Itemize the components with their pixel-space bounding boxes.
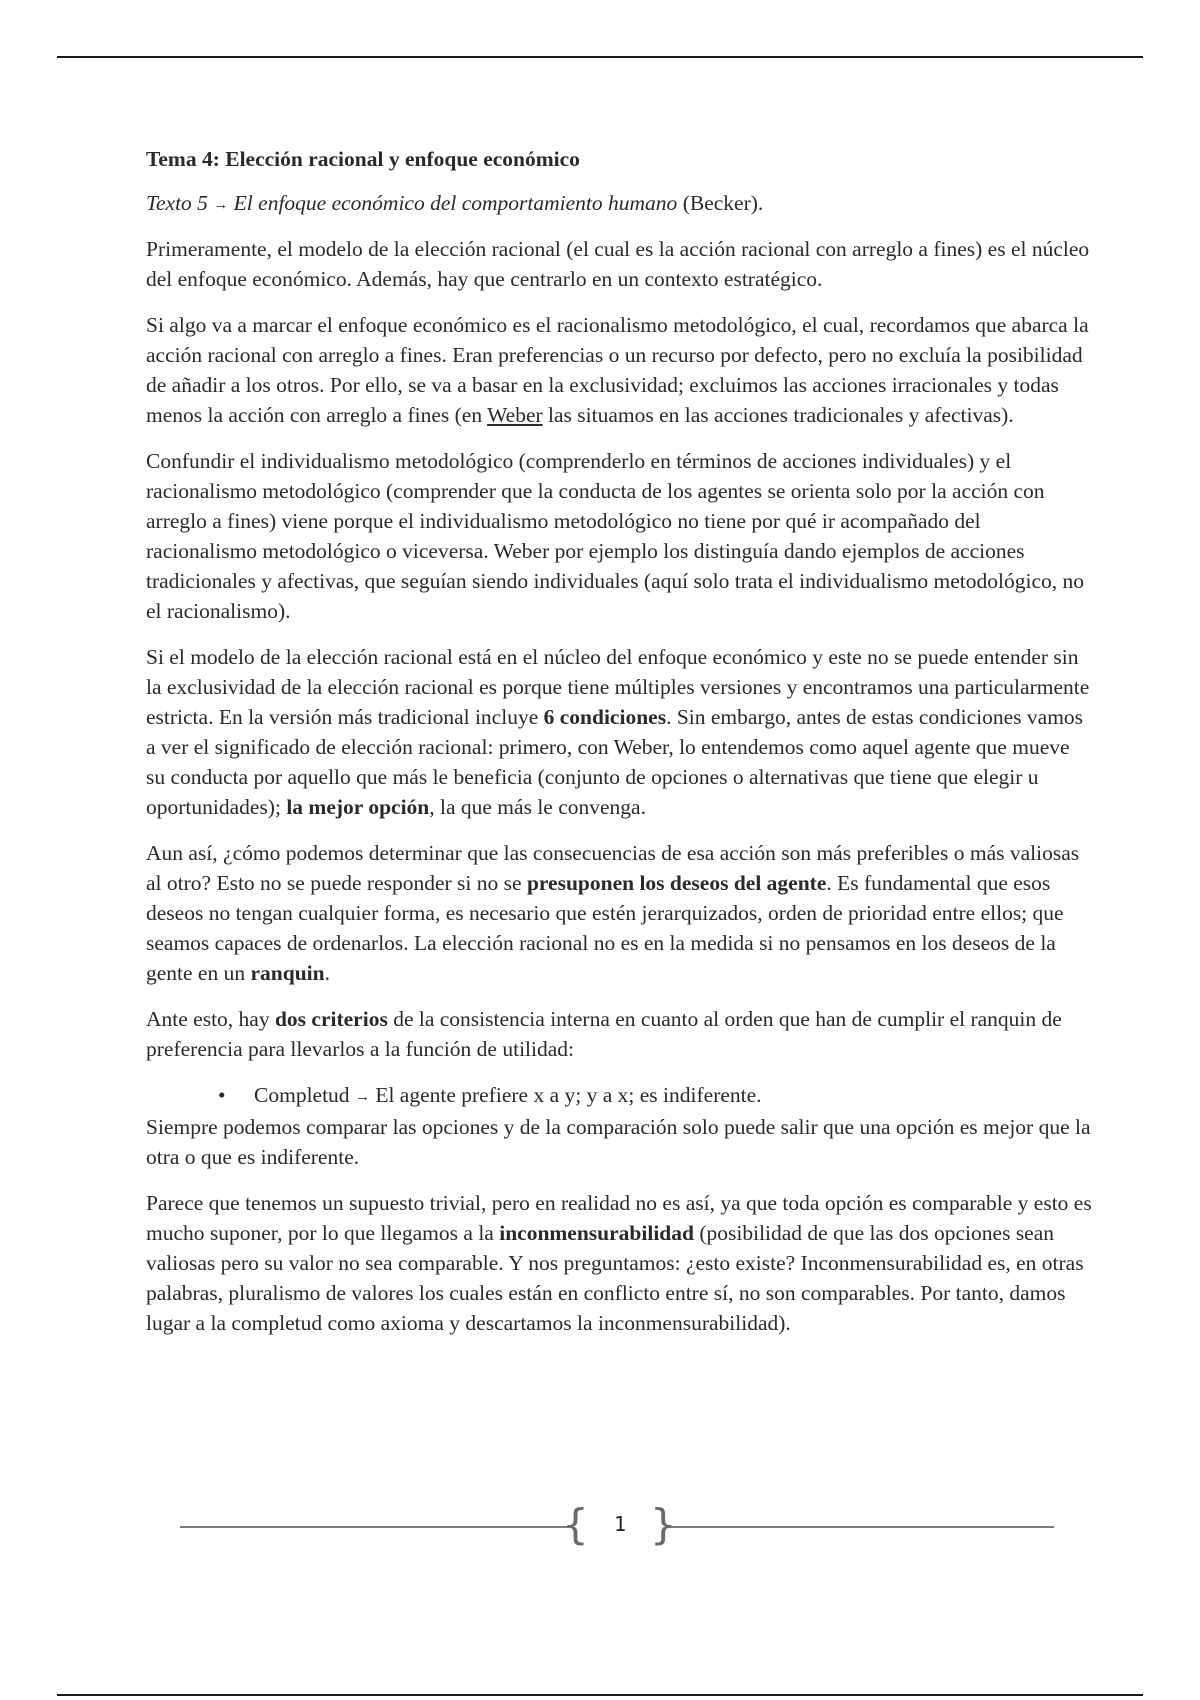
top-rule bbox=[57, 56, 1143, 58]
subtitle-prefix: Texto 5 bbox=[146, 191, 208, 215]
right-brace-icon: } bbox=[650, 1500, 677, 1549]
paragraph-2-text-a: Si algo va a marcar el enfoque económico es el racionalismo metodológico, el cual, recordamos que abarca la acción racional con arreglo a fines. Eran preferencias o un recurso por defecto, pero no excluía la posibilidad de añadir a los otros. Por ello, se va a basar en la exclusividad; excluimos las acciones irracionales y todas menos la acción con arreglo a fines (en bbox=[146, 313, 1089, 428]
document-subtitle bbox=[146, 188, 1092, 220]
paragraph-7: Siempre podemos comparar las opciones y de la comparación solo puede salir que una opción es mejor que la otra o que es indiferente. bbox=[146, 1115, 1091, 1170]
paragraph-5-bold-b: ranquin bbox=[250, 961, 325, 986]
paragraph-5-text-c: . bbox=[324, 961, 330, 986]
paragraph-8-text-a: Parece que tenemos un supuesto trivial, pero en realidad no es así, ya que toda opción es comparable y esto es mucho suponer, por lo que llegamos a la bbox=[146, 1191, 1092, 1246]
paragraph-4-text-b: . Sin embargo, antes de estas condiciones vamos a ver el significado de elección racional: primero, con Weber, lo entendemos como aquel agente que mueve su conducta por aquello que más le beneficia (conjunto de opciones o alternativas que tiene que elegir u oportunidades); bbox=[146, 705, 1084, 820]
weber-link[interactable]: Weber bbox=[487, 403, 543, 428]
paragraph-6-bold: dos criterios bbox=[274, 1007, 388, 1032]
bullet-text: El agente prefiere x a y; y a x; es indiferente. bbox=[375, 1083, 762, 1108]
paragraph-6-text-a: Ante esto, hay bbox=[146, 1007, 275, 1032]
subtitle-author: (Becker). bbox=[682, 191, 764, 215]
footer-line-right bbox=[670, 1526, 1054, 1528]
paragraph-4-bold-b: la mejor opción bbox=[286, 795, 430, 820]
paragraph-2-text-b: las situamos en las acciones tradicionales y afectivas). bbox=[542, 403, 1014, 428]
right-arrow-icon: → bbox=[354, 1089, 370, 1106]
paragraph-4-text-a: Si el modelo de la elección racional está en el núcleo del enfoque económico y este no se puede entender sin la exclusividad de la elección racional es porque tiene múltiples versiones y encontramos una particularmente estricta. En la versión más tradicional incluye bbox=[146, 645, 1090, 730]
document-title: Tema 4: Elección racional y enfoque económico bbox=[146, 147, 580, 171]
right-arrow-icon: → bbox=[213, 197, 229, 214]
paragraph-2 bbox=[146, 310, 1092, 430]
paragraph-6-text-b: de la consistencia interna en cuanto al orden que han de cumplir el ranquin de preferencia para llevarlos a la función de utilidad: bbox=[146, 1007, 1062, 1062]
left-brace-icon: { bbox=[562, 1500, 589, 1549]
paragraph-8-bold: inconmensurabilidad bbox=[499, 1221, 694, 1246]
list-item bbox=[146, 1080, 1092, 1112]
page-number: 1 bbox=[613, 1512, 627, 1536]
footer-line-left bbox=[180, 1526, 568, 1528]
bullet-icon: • bbox=[218, 1083, 226, 1108]
page-footer bbox=[180, 1502, 1054, 1552]
paragraph-1: Primeramente, el modelo de la elección racional (el cual es la acción racional con arreglo a fines) es el núcleo del enfoque económico. Además, hay que centrarlo en un contexto estratégico. bbox=[146, 237, 1090, 292]
paragraph-5 bbox=[146, 838, 1092, 988]
paragraph-5-text-a: Aun así, ¿cómo podemos determinar que las consecuencias de esa acción son más preferibles o más valiosas al otro? Esto no se puede responder si no se bbox=[146, 841, 1080, 896]
paragraph-5-text-b: . Es fundamental que esos deseos no tengan cualquier forma, es necesario que estén jerarquizados, orden de prioridad entre ellos; que seamos capaces de ordenarlos. La elección racional no es en la medida si no pensamos en los deseos de la gente en un bbox=[146, 871, 1064, 986]
paragraph-3: Confundir el individualismo metodológico (comprenderlo en términos de acciones individuales) y el racionalismo metodológico (comprender que la conducta de los agentes se orienta solo por la acción con arreglo a fines) viene porque el individualismo metodológico no tiene por qué ir acompañado del racionalismo metodológico o viceversa. Weber por ejemplo los distinguía dando ejemplos de acciones tradicionales y afectivas, que seguían siendo individuales (aquí solo trata el individualismo metodológico, no el racionalismo). bbox=[146, 449, 1085, 624]
paragraph-8 bbox=[146, 1188, 1092, 1338]
paragraph-5-bold-a: presuponen los deseos del agente bbox=[526, 871, 827, 896]
paragraph-4-bold-a: 6 condiciones bbox=[543, 705, 667, 730]
paragraph-4 bbox=[146, 642, 1092, 822]
subtitle-work: El enfoque económico del comportamiento humano bbox=[233, 191, 678, 215]
paragraph-8-text-b: (posibilidad de que las dos opciones sean valiosas pero su valor no sea comparable. Y nos preguntamos: ¿esto existe? Inconmensurabilidad es, en otras palabras, pluralismo de valores los cuales están en conflicto entre sí, no son comparables. Por tanto, damos lugar a la completud como axioma y descartamos la inconmensurabilidad). bbox=[146, 1221, 1084, 1336]
paragraph-6 bbox=[146, 1004, 1092, 1064]
paragraph-4-text-c: , la que más le convenga. bbox=[429, 795, 646, 820]
bullet-term: Completud bbox=[254, 1083, 350, 1108]
bottom-rule bbox=[57, 1694, 1143, 1696]
document-body bbox=[146, 144, 1092, 1354]
